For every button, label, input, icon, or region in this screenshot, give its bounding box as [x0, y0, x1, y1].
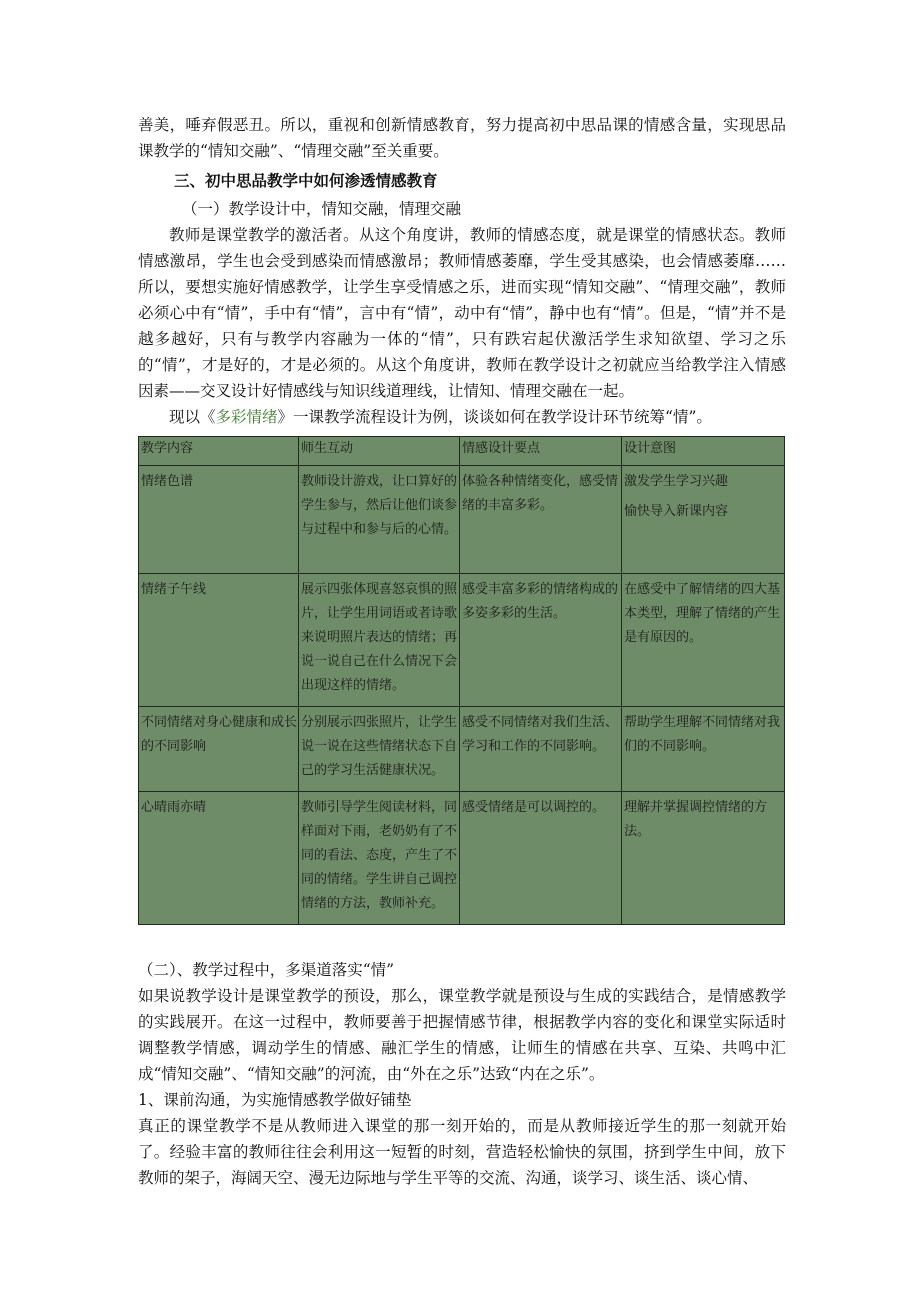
body-paragraph-4: 真正的课堂教学不是从教师进入课堂的那一刻开始的，而是从教师接近学生的那一刻就开始了。经验丰富的教师往往会利用这一短暂的时刻，营造轻松愉快的氛围，挤到学生中间，放下教师的架子，海阔天空、漫无边际地与学生平等的交流、沟通，谈学习、谈生活、谈心情、: [138, 1117, 786, 1187]
table-header-row: [139, 437, 785, 466]
table-cell-emotion: 体验各种情绪变化，感受情绪的丰富多彩。: [460, 466, 622, 574]
section-3-2: [138, 957, 786, 1191]
table-row: [139, 792, 785, 925]
section-heading-3: 三、初中思品教学中如何渗透情感教育: [174, 171, 438, 190]
body-paragraph-3: 如果说教学设计是课堂教学的预设，那么，课堂教学就是预设与生成的实践结合，是情感教学的实践展开。在这一过程中，教师要善于把握情感节律，根据教学内容的变化和课堂实际适时调整教学情感，调动学生的情感、融汇学生的情感，让师生的情感在共享、互染、共鸣中汇成“情知交融”、“情知交融”的河流，由“外在之乐”达致“内在之乐”。: [138, 987, 786, 1083]
table-cell-intent: 帮助学生理解不同情绪对我们的不同影响。: [622, 707, 785, 792]
subsection-heading-2: （二）、教学过程中，多渠道落实“情”: [138, 961, 395, 979]
intent-line: 激发学生学习兴趣: [624, 474, 729, 489]
subsection-heading-1: （一）教学设计中，情知交融，情理交融: [182, 200, 462, 218]
table-header-cell: 设计意图: [622, 437, 785, 466]
intro-paragraph: 善美，唾弃假恶丑。所以，重视和创新情感教育，努力提高初中思品课的情感含量，实现思品课教学的“情知交融”、“情理交融”至关重要。: [138, 116, 786, 160]
table-cell-interaction: 教师设计游戏，让口算好的学生参与，然后让他们谈参与过程中和参与后的心情。: [299, 466, 460, 574]
body-paragraph-1: 教师是课堂教学的激活者。从这个角度讲，教师的情感态度，就是课堂的情感状态。教师情感激昂，学生也会受到感染而情感激昂；教师情感萎靡，学生受其感染，也会情感萎靡……所以，要想实施好情感教学，让学生享受情感之乐，进而实现“情知交融”、“情理交融”，教师必须心中有“情”，手中有“情”，言中有“情”，动中有“情”，静中也有“情”。但是，“情”并不是越多越好，只有与教学内容融为一体的“情”，只有跌宕起伏激活学生求知欲望、学习之乐的“情”，才是好的，才是必须的。从这个角度讲，教师在教学设计之初就应当给教学注入情感因素——交叉设计好情感线与知识线道理线，让情知、情理交融在一起。: [138, 226, 786, 400]
document-page: [138, 112, 786, 1191]
para2-text-after: 》一课教学流程设计为例，谈谈如何在教学设计环节统筹“情”。: [277, 408, 712, 426]
table-cell-emotion: 感受不同情绪对我们生活、学习和工作的不同影响。: [460, 707, 622, 792]
table-header-cell: 教学内容: [139, 437, 299, 466]
table-cell-interaction: 展示四张体现喜怒哀惧的照片，让学生用词语或者诗歌来说明照片表达的情绪；再说一说自己在什么情况下会出现这样的情绪。: [299, 574, 460, 707]
body-paragraph-2: [138, 404, 786, 430]
para2-text-before: 现以《: [169, 408, 216, 426]
table-row: [139, 466, 785, 574]
table-cell-content: 心晴雨亦晴: [139, 792, 299, 925]
table-cell-interaction: 教师引导学生阅读材料，同样面对下雨，老奶奶有了不同的看法、态度，产生了不同的情绪。学生讲自己调控情绪的方法，教师补充。: [299, 792, 460, 925]
table-cell-interaction: 分别展示四张照片，让学生说一说在这些情绪状态下自己的学习生活健康状况。: [299, 707, 460, 792]
table-cell-intent: 在感受中了解情绪的四大基本类型，理解了情绪的产生是有原因的。: [622, 574, 785, 707]
table-cell-content: 情绪子午线: [139, 574, 299, 707]
table-cell-emotion: 感受情绪是可以调控的。: [460, 792, 622, 925]
table-cell-content: 不同情绪对身心健康和成长的不同影响: [139, 707, 299, 792]
table-header-cell: 情感设计要点: [460, 437, 622, 466]
table-cell-intent: [622, 466, 785, 574]
table-row: [139, 707, 785, 792]
table-row: [139, 574, 785, 707]
table-cell-emotion: 感受丰富多彩的情绪构成的多姿多彩的生活。: [460, 574, 622, 707]
lesson-flow-table: [138, 436, 785, 925]
table-header-cell: 师生互动: [299, 437, 460, 466]
item-heading-1: 1、课前沟通，为实施情感教学做好铺垫: [138, 1091, 412, 1109]
table-cell-content: 情绪色谱: [139, 466, 299, 574]
lesson-title-link[interactable]: 多彩情绪: [215, 408, 278, 426]
intent-line: 愉快导入新课内容: [624, 504, 729, 519]
table-cell-intent: 理解并掌握调控情绪的方法。: [622, 792, 785, 925]
